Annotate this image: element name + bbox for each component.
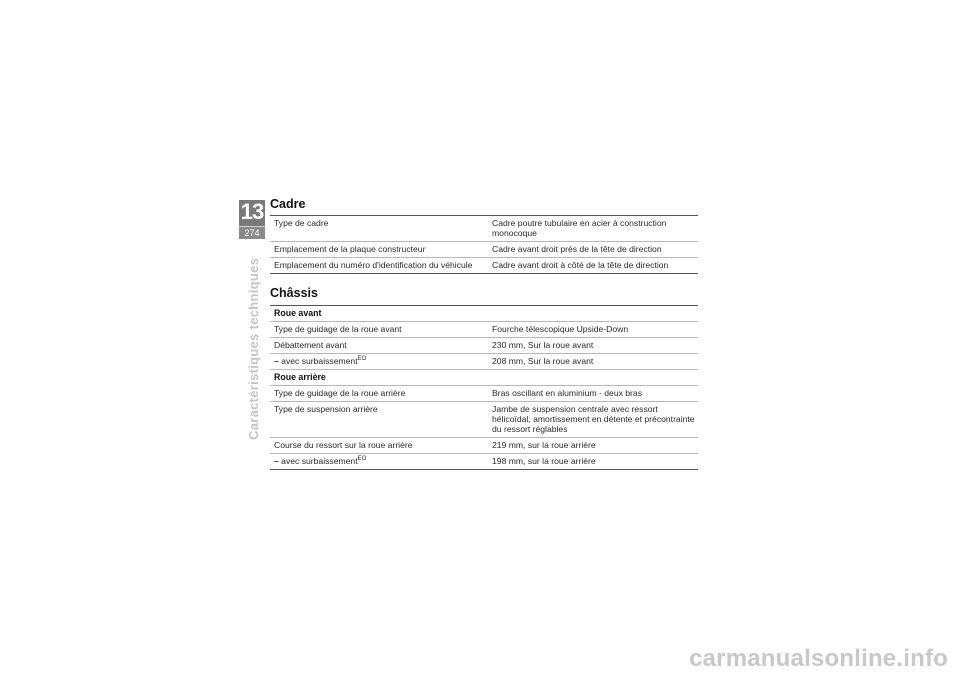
row-value: Fourche télescopique Upside-Down	[488, 322, 698, 338]
table-row	[270, 242, 698, 258]
dash-marker: –	[274, 356, 279, 366]
option-superscript: EO	[357, 456, 367, 462]
table-row	[270, 338, 698, 354]
front-wheel-heading: Roue avant	[270, 306, 698, 322]
row-label: Emplacement de la plaque constructeur	[270, 242, 488, 258]
table-row	[270, 322, 698, 338]
row-value: 230 mm, Sur la roue avant	[488, 338, 698, 354]
section-title-chassis: Châssis	[270, 286, 318, 300]
row-value: Cadre avant droit près de la tête de direction	[488, 242, 698, 258]
chassis-table	[270, 305, 698, 470]
row-value: 219 mm, sur la roue arrière	[488, 438, 698, 454]
cadre-table	[270, 215, 698, 274]
table-row	[270, 454, 698, 470]
watermark: carmanualsonline.info	[689, 645, 948, 672]
dash-marker: –	[274, 456, 279, 466]
row-label-text: avec surbaissement	[278, 456, 358, 466]
row-label: Type de cadre	[270, 216, 488, 242]
row-label-text: avec surbaissement	[278, 356, 358, 366]
page-content	[270, 196, 698, 470]
row-label-lowered	[270, 354, 488, 370]
row-label-lowered	[270, 454, 488, 470]
table-subheading	[270, 306, 698, 322]
chapter-tab	[239, 200, 265, 238]
row-value: 208 mm, Sur la roue avant	[488, 354, 698, 370]
chapter-number: 13	[240, 199, 264, 224]
table-row	[270, 258, 698, 274]
table-row	[270, 386, 698, 402]
table-row	[270, 216, 698, 242]
row-label: Course du ressort sur la roue arrière	[270, 438, 488, 454]
page-number: 274	[239, 226, 265, 239]
row-value: Bras oscillant en aluminium - deux bras	[488, 386, 698, 402]
row-label: Type de guidage de la roue arrière	[270, 386, 488, 402]
section-title-cadre: Cadre	[270, 197, 306, 211]
row-value: 198 mm, sur la roue arrière	[488, 454, 698, 470]
row-label: Type de guidage de la roue avant	[270, 322, 488, 338]
row-label: Type de suspension arrière	[270, 402, 488, 438]
option-superscript: EO	[357, 356, 367, 362]
row-value: Cadre poutre tubulaire en acier à construction monocoque	[488, 216, 698, 242]
rear-wheel-heading: Roue arrière	[270, 370, 698, 386]
table-row	[270, 402, 698, 438]
chapter-title-vertical: Caractéristiques techniques	[246, 257, 261, 440]
row-label: Débattement avant	[270, 338, 488, 354]
row-value: Cadre avant droit à côté de la tête de direction	[488, 258, 698, 274]
table-row	[270, 354, 698, 370]
table-subheading	[270, 370, 698, 386]
table-row	[270, 438, 698, 454]
row-label: Emplacement du numéro d'identification du véhicule	[270, 258, 488, 274]
row-value: Jambe de suspension centrale avec ressort hélicoïdal, amortissement en détente et précontrainte du ressort réglables	[488, 402, 698, 438]
